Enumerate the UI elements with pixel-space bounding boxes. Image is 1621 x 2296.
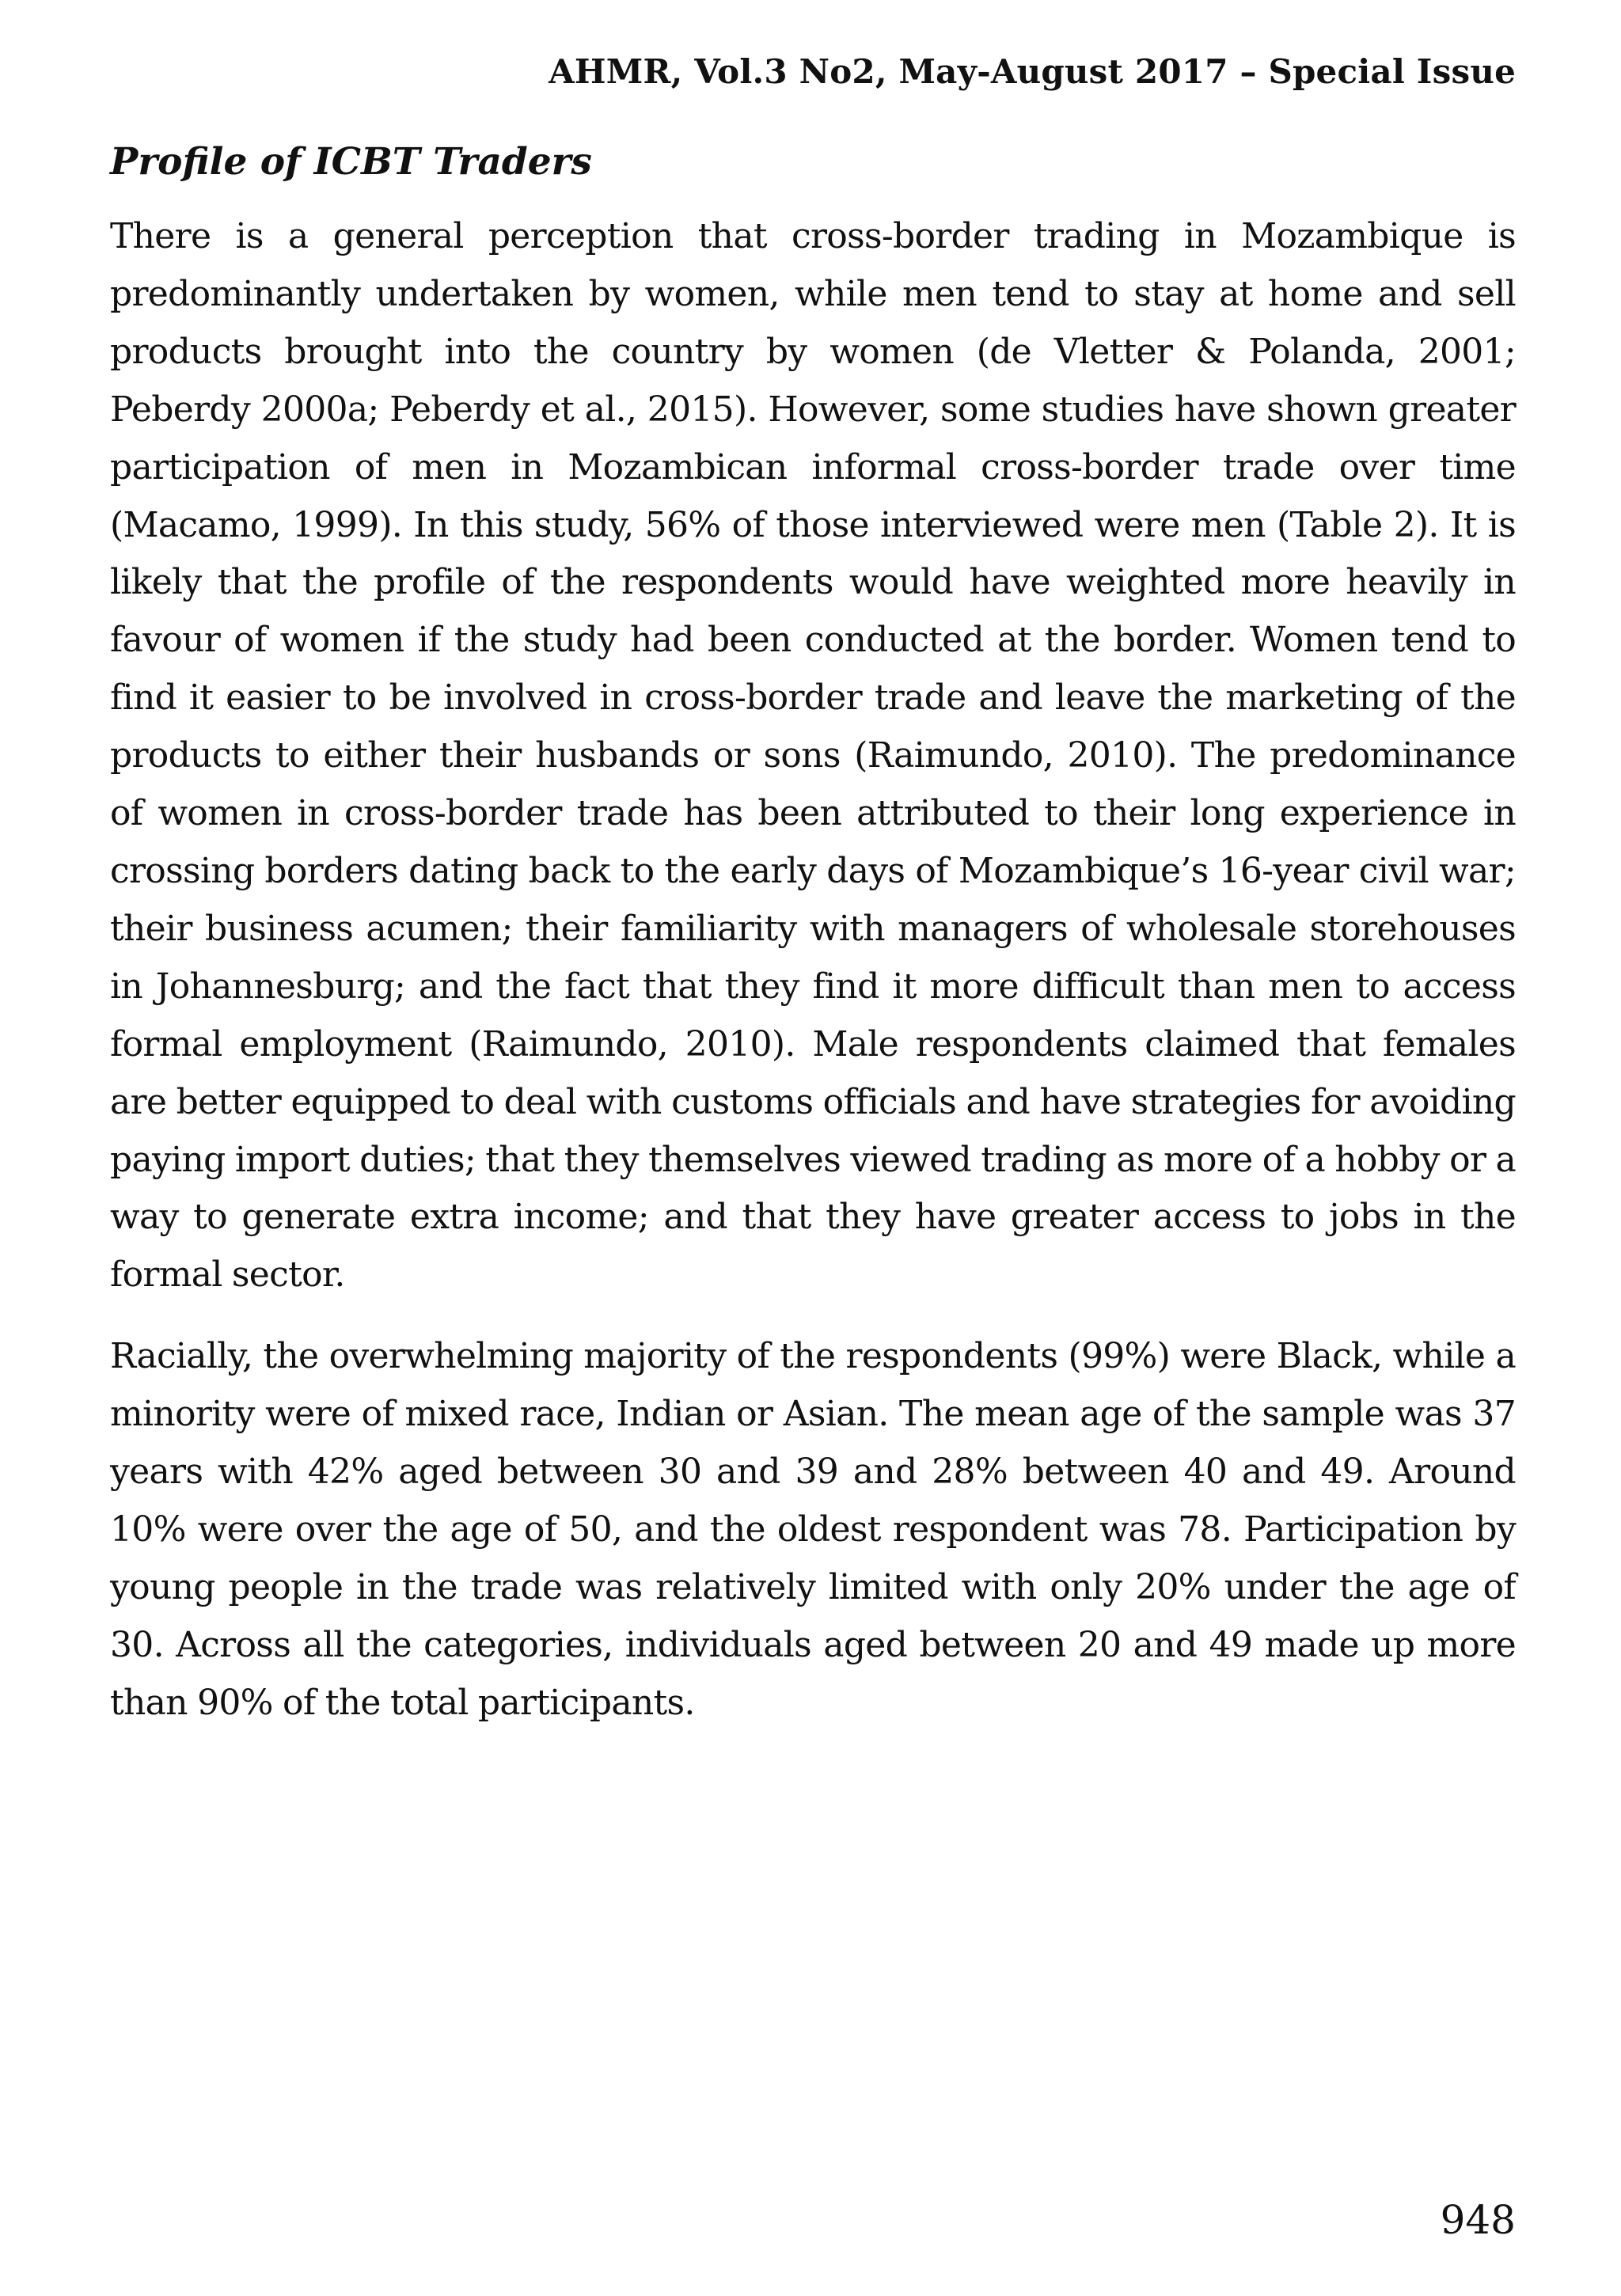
running-header: AHMR, Vol.3 No2, May-August 2017 – Special Issue bbox=[549, 52, 1516, 91]
paragraph-gender-profile: There is a general perception that cross-border trading in Mozambique is predominantly undertaken by women, while men tend to stay at home and sell products brought into the country by women (de Vletter & Polanda, 2001; Peberdy 2000a; Peberdy et al., 2015). However, some studies have shown greater participation of men in Mozambican informal cross-border trade over time (Macamo, 1999). In this study, 56% of those interviewed were men (Table 2). It is likely that the profile of the respondents would have weighted more heavily in favour of women if the study had been conducted at the border. Women tend to find it easier to be involved in cross-border trade and leave the marketing of the products to either their husbands or sons (Raimundo, 2010). The predominance of women in cross-border trade has been attributed to their long experience in crossing borders dating back to the early days of Mozambique’s 16-year civil war; their business acumen; their familiarity with managers of wholesale storehouses in Johannesburg; and the fact that they find it more difficult than men to access formal employment (Raimundo, 2010). Male respondents claimed that females are better equipped to deal with customs officials and have strategies for avoiding paying import duties; that they themselves viewed trading as more of a hobby or a way to generate extra income; and that they have greater access to jobs in the formal sector. bbox=[110, 216, 1517, 1296]
paragraph-race-age-profile: Racially, the overwhelming majority of the respondents (99%) were Black, while a minority were of mixed race, Indian or Asian. The mean age of the sample was 37 years with 42% aged between 30 and 39 and 28% between 40 and 49. Around 10% were over the age of 50, and the oldest respondent was 78. Participation by young people in the trade was relatively limited with only 20% under the age of 30. Across all the categories, individuals aged between 20 and 49 made up more than 90% of the total participants. bbox=[110, 1336, 1516, 1723]
article-body bbox=[110, 139, 1516, 1756]
page-number: 948 bbox=[1440, 2197, 1516, 2243]
section-title: Profile of ICBT Traders bbox=[110, 140, 592, 184]
